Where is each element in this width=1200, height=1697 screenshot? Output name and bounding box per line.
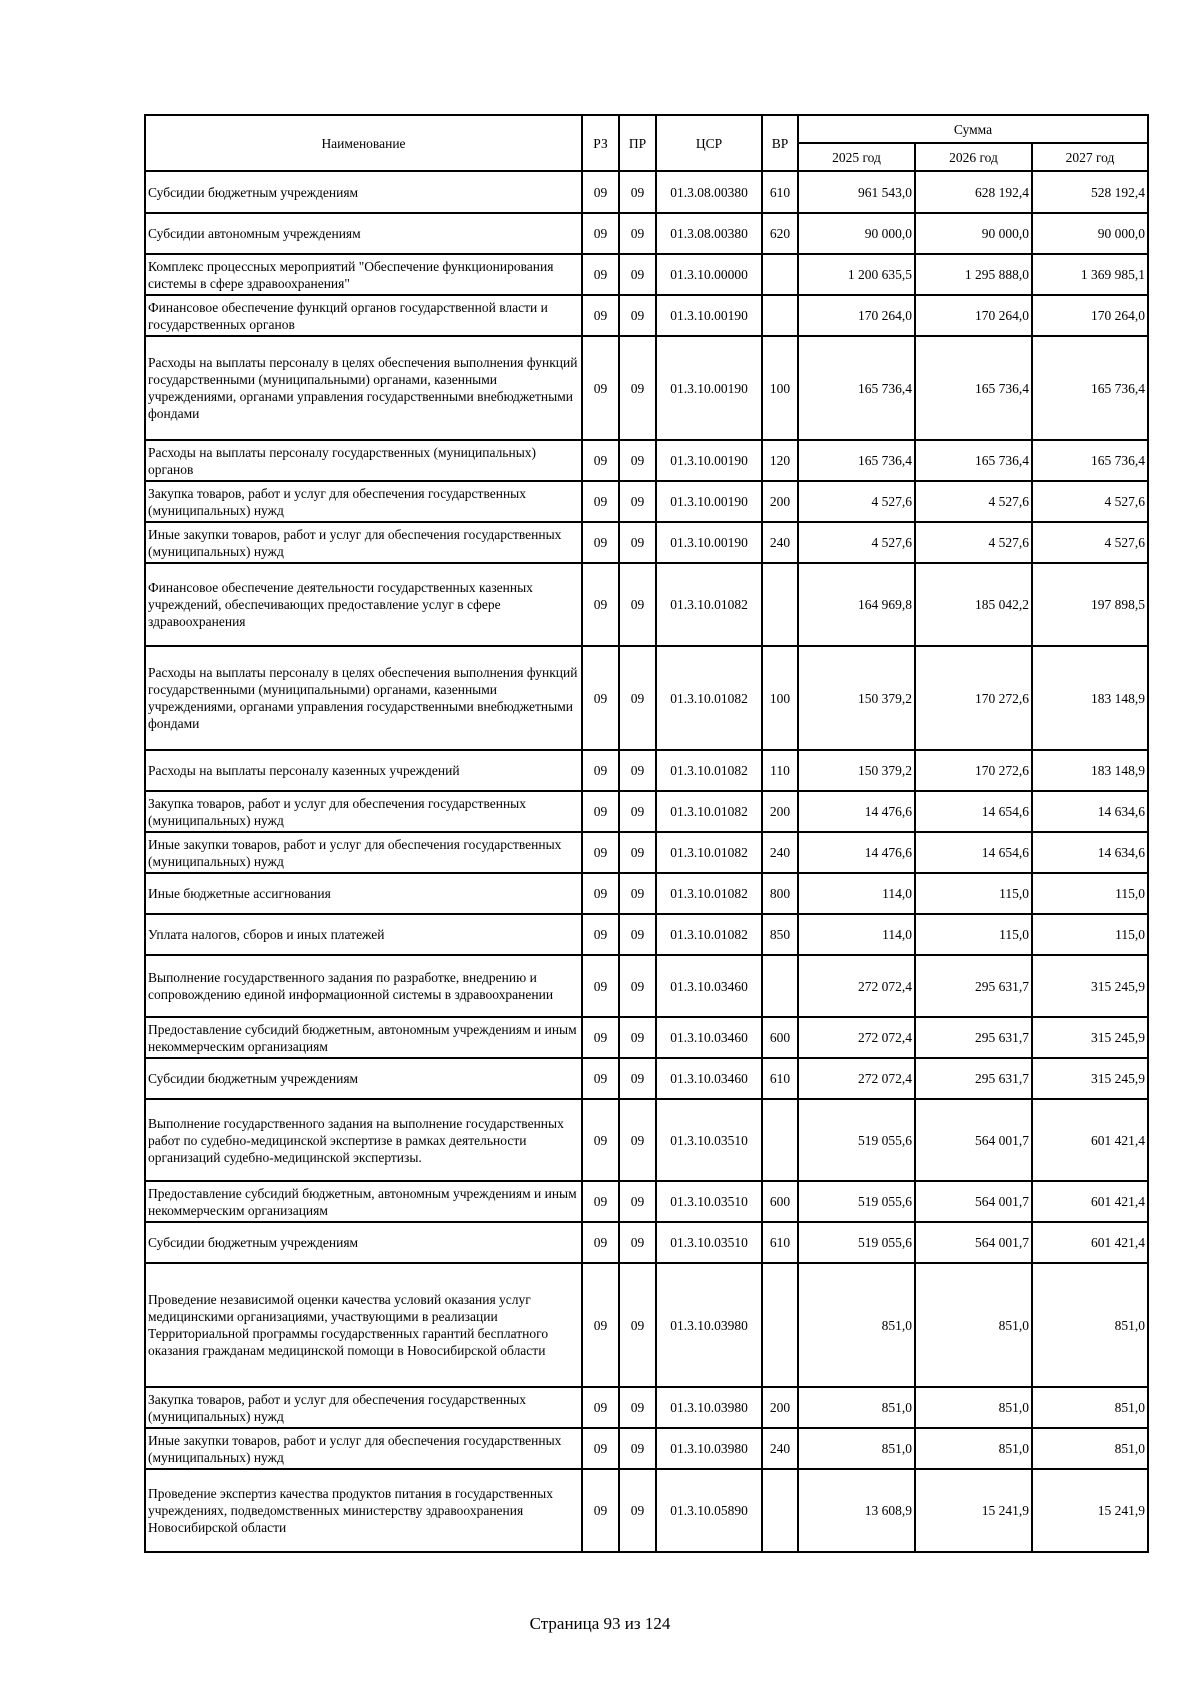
row-sum-2026-cell: 564 001,7 [915, 1099, 1032, 1181]
row-csr-cell: 01.3.10.00190 [656, 440, 762, 481]
row-rz-cell: 09 [582, 1428, 619, 1469]
row-rz-cell: 09 [582, 171, 619, 213]
row-rz-cell: 09 [582, 1017, 619, 1058]
row-pr-cell: 09 [619, 873, 656, 914]
header-vr: ВР [762, 115, 798, 171]
row-vr-cell [762, 1469, 798, 1552]
row-sum-2027-cell: 4 527,6 [1032, 522, 1148, 563]
row-name-cell: Субсидии бюджетным учреждениям [145, 1222, 582, 1263]
row-rz-cell: 09 [582, 563, 619, 646]
row-sum-2025-cell: 13 608,9 [798, 1469, 915, 1552]
row-sum-2027-cell: 14 634,6 [1032, 832, 1148, 873]
row-sum-2027-cell: 601 421,4 [1032, 1181, 1148, 1222]
table-row [145, 171, 1148, 213]
row-sum-2025-cell: 164 969,8 [798, 563, 915, 646]
row-pr-cell: 09 [619, 1099, 656, 1181]
row-rz-cell: 09 [582, 213, 619, 254]
row-sum-2026-cell: 1 295 888,0 [915, 254, 1032, 295]
table-row [145, 1017, 1148, 1058]
row-sum-2027-cell: 851,0 [1032, 1387, 1148, 1428]
row-csr-cell: 01.3.10.01082 [656, 832, 762, 873]
row-sum-2027-cell: 315 245,9 [1032, 1017, 1148, 1058]
row-name-cell: Субсидии автономным учреждениям [145, 213, 582, 254]
row-sum-2026-cell: 4 527,6 [915, 481, 1032, 522]
row-csr-cell: 01.3.10.01082 [656, 646, 762, 750]
row-sum-2027-cell: 115,0 [1032, 873, 1148, 914]
row-sum-2026-cell: 851,0 [915, 1428, 1032, 1469]
row-sum-2027-cell: 197 898,5 [1032, 563, 1148, 646]
row-name-cell: Иные закупки товаров, работ и услуг для обеспечения государственных (муниципальных) нужд [145, 832, 582, 873]
table-body [145, 171, 1148, 1552]
table-row [145, 563, 1148, 646]
row-csr-cell: 01.3.10.01082 [656, 791, 762, 832]
row-pr-cell: 09 [619, 914, 656, 955]
row-name-cell: Расходы на выплаты персоналу в целях обеспечения выполнения функций государственными (муниципальными) органами, казенными учреждениями, органами управления государственными внебюджетными фондами [145, 336, 582, 440]
row-pr-cell: 09 [619, 1222, 656, 1263]
table-row [145, 873, 1148, 914]
row-vr-cell [762, 563, 798, 646]
row-sum-2027-cell: 4 527,6 [1032, 481, 1148, 522]
row-rz-cell: 09 [582, 955, 619, 1017]
row-sum-2025-cell: 165 736,4 [798, 336, 915, 440]
row-sum-2026-cell: 295 631,7 [915, 1017, 1032, 1058]
row-name-cell: Иные бюджетные ассигнования [145, 873, 582, 914]
row-name-cell: Расходы на выплаты персоналу государственных (муниципальных) органов [145, 440, 582, 481]
row-name-cell: Предоставление субсидий бюджетным, автономным учреждениям и иным некоммерческим организациям [145, 1181, 582, 1222]
table-row [145, 213, 1148, 254]
row-name-cell: Закупка товаров, работ и услуг для обеспечения государственных (муниципальных) нужд [145, 481, 582, 522]
header-pr: ПР [619, 115, 656, 171]
row-csr-cell: 01.3.10.03980 [656, 1387, 762, 1428]
row-sum-2026-cell: 14 654,6 [915, 832, 1032, 873]
row-vr-cell: 240 [762, 1428, 798, 1469]
row-pr-cell: 09 [619, 522, 656, 563]
row-sum-2025-cell: 150 379,2 [798, 750, 915, 791]
row-sum-2025-cell: 14 476,6 [798, 791, 915, 832]
row-name-cell: Уплата налогов, сборов и иных платежей [145, 914, 582, 955]
row-vr-cell: 610 [762, 1058, 798, 1099]
row-vr-cell: 600 [762, 1017, 798, 1058]
row-pr-cell: 09 [619, 171, 656, 213]
row-sum-2026-cell: 165 736,4 [915, 440, 1032, 481]
table-row [145, 1222, 1148, 1263]
row-sum-2025-cell: 1 200 635,5 [798, 254, 915, 295]
row-vr-cell: 120 [762, 440, 798, 481]
row-pr-cell: 09 [619, 1058, 656, 1099]
row-sum-2026-cell: 115,0 [915, 873, 1032, 914]
row-csr-cell: 01.3.10.03510 [656, 1222, 762, 1263]
row-sum-2025-cell: 272 072,4 [798, 1017, 915, 1058]
row-rz-cell: 09 [582, 832, 619, 873]
row-rz-cell: 09 [582, 1387, 619, 1428]
row-pr-cell: 09 [619, 646, 656, 750]
table-row [145, 295, 1148, 336]
row-sum-2025-cell: 114,0 [798, 873, 915, 914]
row-csr-cell: 01.3.10.01082 [656, 563, 762, 646]
header-year-2025: 2025 год [798, 143, 915, 171]
row-vr-cell: 240 [762, 522, 798, 563]
row-sum-2027-cell: 183 148,9 [1032, 750, 1148, 791]
row-sum-2026-cell: 851,0 [915, 1263, 1032, 1387]
row-sum-2025-cell: 851,0 [798, 1387, 915, 1428]
row-rz-cell: 09 [582, 440, 619, 481]
row-pr-cell: 09 [619, 254, 656, 295]
header-sum: Сумма [798, 115, 1148, 143]
row-name-cell: Выполнение государственного задания на выполнение государственных работ по судебно-медицинской экспертизе в рамках деятельности организаций судебно-медицинской экспертизы. [145, 1099, 582, 1181]
row-sum-2027-cell: 165 736,4 [1032, 440, 1148, 481]
row-pr-cell: 09 [619, 955, 656, 1017]
row-rz-cell: 09 [582, 791, 619, 832]
table-row [145, 1099, 1148, 1181]
row-vr-cell: 240 [762, 832, 798, 873]
row-pr-cell: 09 [619, 750, 656, 791]
row-pr-cell: 09 [619, 481, 656, 522]
row-sum-2026-cell: 295 631,7 [915, 1058, 1032, 1099]
row-sum-2027-cell: 851,0 [1032, 1263, 1148, 1387]
page-number: Страница 93 из 124 [529, 1614, 671, 1633]
row-csr-cell: 01.3.10.03980 [656, 1263, 762, 1387]
row-name-cell: Расходы на выплаты персоналу в целях обеспечения выполнения функций государственными (муниципальными) органами, казенными учреждениями, органами управления государственными внебюджетными фондами [145, 646, 582, 750]
row-csr-cell: 01.3.10.03460 [656, 1058, 762, 1099]
row-rz-cell: 09 [582, 1181, 619, 1222]
row-sum-2027-cell: 170 264,0 [1032, 295, 1148, 336]
row-name-cell: Иные закупки товаров, работ и услуг для обеспечения государственных (муниципальных) нужд [145, 522, 582, 563]
row-csr-cell: 01.3.10.01082 [656, 750, 762, 791]
row-csr-cell: 01.3.10.03460 [656, 1017, 762, 1058]
row-sum-2027-cell: 601 421,4 [1032, 1222, 1148, 1263]
table-row [145, 336, 1148, 440]
row-pr-cell: 09 [619, 832, 656, 873]
row-csr-cell: 01.3.10.03980 [656, 1428, 762, 1469]
row-sum-2026-cell: 15 241,9 [915, 1469, 1032, 1552]
row-vr-cell: 110 [762, 750, 798, 791]
table-row [145, 1058, 1148, 1099]
row-pr-cell: 09 [619, 295, 656, 336]
row-csr-cell: 01.3.10.00190 [656, 481, 762, 522]
row-name-cell: Закупка товаров, работ и услуг для обеспечения государственных (муниципальных) нужд [145, 1387, 582, 1428]
row-pr-cell: 09 [619, 213, 656, 254]
row-name-cell: Выполнение государственного задания по разработке, внедрению и сопровождению единой информационной системы в здравоохранении [145, 955, 582, 1017]
row-vr-cell: 850 [762, 914, 798, 955]
table-row [145, 522, 1148, 563]
row-sum-2025-cell: 519 055,6 [798, 1099, 915, 1181]
row-csr-cell: 01.3.10.03510 [656, 1099, 762, 1181]
row-csr-cell: 01.3.10.00190 [656, 336, 762, 440]
row-sum-2026-cell: 4 527,6 [915, 522, 1032, 563]
table-row [145, 1428, 1148, 1469]
row-sum-2027-cell: 315 245,9 [1032, 1058, 1148, 1099]
row-vr-cell: 200 [762, 481, 798, 522]
row-csr-cell: 01.3.10.03460 [656, 955, 762, 1017]
row-name-cell: Проведение независимой оценки качества условий оказания услуг медицинскими организациями, участвующими в реализации Территориальной программы государственных гарантий бесплатного оказания гражданам медицинской помощи в Новосибирской области [145, 1263, 582, 1387]
row-pr-cell: 09 [619, 1469, 656, 1552]
row-csr-cell: 01.3.10.01082 [656, 914, 762, 955]
table-row [145, 750, 1148, 791]
row-csr-cell: 01.3.08.00380 [656, 171, 762, 213]
row-vr-cell [762, 955, 798, 1017]
row-vr-cell: 600 [762, 1181, 798, 1222]
row-pr-cell: 09 [619, 1387, 656, 1428]
row-sum-2025-cell: 90 000,0 [798, 213, 915, 254]
row-sum-2025-cell: 519 055,6 [798, 1181, 915, 1222]
row-sum-2026-cell: 170 272,6 [915, 750, 1032, 791]
row-sum-2026-cell: 628 192,4 [915, 171, 1032, 213]
row-sum-2025-cell: 165 736,4 [798, 440, 915, 481]
row-sum-2027-cell: 183 148,9 [1032, 646, 1148, 750]
table-row [145, 440, 1148, 481]
row-name-cell: Расходы на выплаты персоналу казенных учреждений [145, 750, 582, 791]
row-pr-cell: 09 [619, 1017, 656, 1058]
row-sum-2025-cell: 272 072,4 [798, 1058, 915, 1099]
row-pr-cell: 09 [619, 791, 656, 832]
row-name-cell: Субсидии бюджетным учреждениям [145, 1058, 582, 1099]
row-sum-2025-cell: 272 072,4 [798, 955, 915, 1017]
header-year-2027: 2027 год [1032, 143, 1148, 171]
row-rz-cell: 09 [582, 336, 619, 440]
row-pr-cell: 09 [619, 1428, 656, 1469]
row-sum-2026-cell: 185 042,2 [915, 563, 1032, 646]
row-vr-cell: 200 [762, 791, 798, 832]
row-sum-2027-cell: 851,0 [1032, 1428, 1148, 1469]
table-row [145, 914, 1148, 955]
row-sum-2026-cell: 170 264,0 [915, 295, 1032, 336]
row-csr-cell: 01.3.10.01082 [656, 873, 762, 914]
row-name-cell: Финансовое обеспечение функций органов государственной власти и государственных органов [145, 295, 582, 336]
row-rz-cell: 09 [582, 1058, 619, 1099]
table-row [145, 1469, 1148, 1552]
row-rz-cell: 09 [582, 295, 619, 336]
header-name: Наименование [145, 115, 582, 171]
row-name-cell: Предоставление субсидий бюджетным, автономным учреждениям и иным некоммерческим организациям [145, 1017, 582, 1058]
row-vr-cell: 200 [762, 1387, 798, 1428]
row-csr-cell: 01.3.08.00380 [656, 213, 762, 254]
row-pr-cell: 09 [619, 440, 656, 481]
row-csr-cell: 01.3.10.00000 [656, 254, 762, 295]
row-vr-cell [762, 1263, 798, 1387]
row-sum-2026-cell: 165 736,4 [915, 336, 1032, 440]
row-name-cell: Проведение экспертиз качества продуктов питания в государственных учреждениях, подведомственных министерству здравоохранения Новосибирской области [145, 1469, 582, 1552]
row-sum-2025-cell: 170 264,0 [798, 295, 915, 336]
row-rz-cell: 09 [582, 646, 619, 750]
row-vr-cell [762, 1099, 798, 1181]
table-row [145, 832, 1148, 873]
row-sum-2026-cell: 14 654,6 [915, 791, 1032, 832]
row-sum-2025-cell: 4 527,6 [798, 522, 915, 563]
row-sum-2025-cell: 851,0 [798, 1263, 915, 1387]
header-csr: ЦСР [656, 115, 762, 171]
row-sum-2027-cell: 315 245,9 [1032, 955, 1148, 1017]
row-rz-cell: 09 [582, 1222, 619, 1263]
table-row [145, 481, 1148, 522]
row-sum-2027-cell: 15 241,9 [1032, 1469, 1148, 1552]
budget-table-container [144, 114, 1147, 1553]
row-rz-cell: 09 [582, 481, 619, 522]
row-vr-cell: 800 [762, 873, 798, 914]
row-sum-2026-cell: 295 631,7 [915, 955, 1032, 1017]
table-row [145, 646, 1148, 750]
row-pr-cell: 09 [619, 1181, 656, 1222]
row-sum-2027-cell: 1 369 985,1 [1032, 254, 1148, 295]
row-sum-2026-cell: 170 272,6 [915, 646, 1032, 750]
row-csr-cell: 01.3.10.00190 [656, 522, 762, 563]
row-sum-2027-cell: 165 736,4 [1032, 336, 1148, 440]
row-sum-2025-cell: 961 543,0 [798, 171, 915, 213]
row-rz-cell: 09 [582, 1099, 619, 1181]
row-vr-cell: 610 [762, 171, 798, 213]
row-sum-2027-cell: 115,0 [1032, 914, 1148, 955]
header-year-2026: 2026 год [915, 143, 1032, 171]
row-vr-cell [762, 254, 798, 295]
row-sum-2025-cell: 14 476,6 [798, 832, 915, 873]
row-sum-2025-cell: 851,0 [798, 1428, 915, 1469]
row-pr-cell: 09 [619, 563, 656, 646]
row-vr-cell [762, 295, 798, 336]
row-sum-2026-cell: 564 001,7 [915, 1222, 1032, 1263]
row-rz-cell: 09 [582, 1263, 619, 1387]
table-row [145, 791, 1148, 832]
row-vr-cell: 100 [762, 646, 798, 750]
table-row [145, 254, 1148, 295]
row-sum-2025-cell: 150 379,2 [798, 646, 915, 750]
row-sum-2026-cell: 851,0 [915, 1387, 1032, 1428]
row-name-cell: Субсидии бюджетным учреждениям [145, 171, 582, 213]
row-sum-2025-cell: 4 527,6 [798, 481, 915, 522]
row-sum-2026-cell: 564 001,7 [915, 1181, 1032, 1222]
table-row [145, 1181, 1148, 1222]
row-pr-cell: 09 [619, 1263, 656, 1387]
row-csr-cell: 01.3.10.05890 [656, 1469, 762, 1552]
table-row [145, 955, 1148, 1017]
row-rz-cell: 09 [582, 1469, 619, 1552]
row-name-cell: Закупка товаров, работ и услуг для обеспечения государственных (муниципальных) нужд [145, 791, 582, 832]
row-rz-cell: 09 [582, 522, 619, 563]
row-sum-2027-cell: 90 000,0 [1032, 213, 1148, 254]
row-rz-cell: 09 [582, 750, 619, 791]
row-rz-cell: 09 [582, 914, 619, 955]
row-vr-cell: 100 [762, 336, 798, 440]
row-rz-cell: 09 [582, 254, 619, 295]
row-rz-cell: 09 [582, 873, 619, 914]
row-sum-2026-cell: 90 000,0 [915, 213, 1032, 254]
header-rz: РЗ [582, 115, 619, 171]
row-csr-cell: 01.3.10.03510 [656, 1181, 762, 1222]
row-sum-2026-cell: 115,0 [915, 914, 1032, 955]
row-name-cell: Комплекс процессных мероприятий "Обеспечение функционирования системы в сфере здравоохранения" [145, 254, 582, 295]
row-sum-2027-cell: 528 192,4 [1032, 171, 1148, 213]
row-name-cell: Иные закупки товаров, работ и услуг для обеспечения государственных (муниципальных) нужд [145, 1428, 582, 1469]
row-vr-cell: 610 [762, 1222, 798, 1263]
row-vr-cell: 620 [762, 213, 798, 254]
row-name-cell: Финансовое обеспечение деятельности государственных казенных учреждений, обеспечивающих предоставление услуг в сфере здравоохранения [145, 563, 582, 646]
row-csr-cell: 01.3.10.00190 [656, 295, 762, 336]
row-sum-2025-cell: 519 055,6 [798, 1222, 915, 1263]
table-row [145, 1263, 1148, 1387]
row-sum-2025-cell: 114,0 [798, 914, 915, 955]
row-sum-2027-cell: 14 634,6 [1032, 791, 1148, 832]
budget-table [144, 114, 1149, 1553]
row-sum-2027-cell: 601 421,4 [1032, 1099, 1148, 1181]
row-pr-cell: 09 [619, 336, 656, 440]
table-row [145, 1387, 1148, 1428]
